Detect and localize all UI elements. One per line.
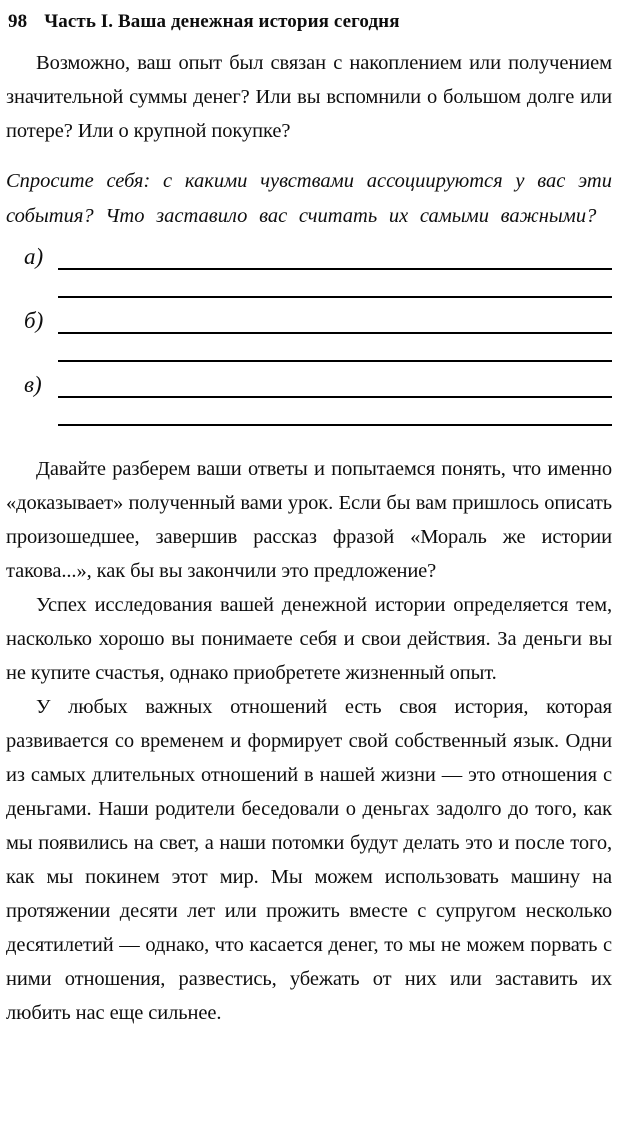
answer-item-v [6,370,612,426]
answer-blank-line[interactable] [58,304,612,334]
answer-row [6,306,612,334]
paragraph-experience-question: Возможно, ваш опыт был связан с накоплением или получением значительной суммы денег? Или вы вспомнили о большом долге или потере? Или о крупной покупке? [6,52,612,142]
answer-row [6,242,612,270]
answer-worksheet [6,242,612,426]
page-number: 98 [8,11,28,32]
running-header [8,10,612,34]
chapter-title: Часть I. Ваша денежная история сегодня [44,11,400,32]
answer-blank-line[interactable] [58,368,612,398]
item-label-a: а) [24,244,44,269]
answer-row [6,398,612,426]
paragraph-research-success: Успех исследования вашей денежной истории определяется тем, насколько хорошо вы понимаете себя и свои действия. За деньги вы не купите счастья, однако приобретете жизненный опыт. [6,594,612,684]
paragraph-moral-of-story: Давайте разберем ваши ответы и попытаемся понять, что именно «доказывает» полученный вами урок. Если бы вам пришлось описать произошедшее, завершив рассказ фразой «Мораль же истории такова...», как бы вы закончили это предложение? [6,458,612,582]
answer-row [6,370,612,398]
answer-row [6,334,612,362]
item-label-v: в) [24,372,42,397]
answer-item-b [6,306,612,362]
exercise-prompt: Спросите себя: с какими чувствами ассоциируются у вас эти события? Что заставило вас считать их самыми важными? [6,170,612,227]
paragraph-money-relationship: У любых важных отношений есть своя история, которая развивается со временем и формирует свой собственный язык. Одни из самых длительных отношений в нашей жизни — это отношения с деньгами. Наши родители беседовали о деньгах задолго до того, как мы появились на свет, а наши потомки будут делать это и после того, как мы покинем этот мир. Мы можем использовать машину на протяжении десяти лет или прожить вместе с супругом несколько десятилетий — однако, что касается денег, то мы не можем порвать с ними отношения, развестись, убежать от них или заставить их любить нас еще сильнее. [6,696,612,1024]
answer-blank-line[interactable] [58,396,612,426]
item-label-b: б) [24,308,44,333]
answer-blank-line[interactable] [58,332,612,362]
answer-blank-line[interactable] [58,240,612,270]
answer-item-a [6,242,612,298]
answer-blank-line[interactable] [58,268,612,298]
answer-row [6,270,612,298]
